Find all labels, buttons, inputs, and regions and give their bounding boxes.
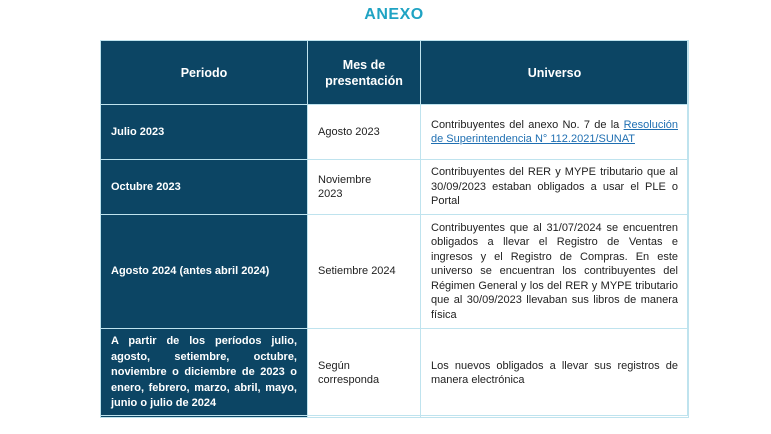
month-cell: Agosto 2023 <box>308 105 421 160</box>
period-cell: Octubre 2023 <box>101 160 308 215</box>
page-title: ANEXO <box>364 6 424 23</box>
table-row <box>101 160 689 215</box>
period-cell: A partir de los períodos julio, agosto, setiembre, octubre, noviembre o diciembre de 2023 o enero, febrero, marzo, abril, mayo, junio o julio de 2024 <box>101 329 308 418</box>
table-header-row <box>101 41 689 105</box>
month-cell <box>308 329 421 418</box>
header-month-line2: presentación <box>325 73 403 88</box>
table-row <box>101 215 689 329</box>
month-cell: Setiembre 2024 <box>308 215 421 329</box>
header-universe: Universo <box>421 41 689 105</box>
table-row <box>101 329 689 418</box>
universe-cell: Contribuyentes que al 31/07/2024 se encuentren obligados a llevar el Registro de Ventas e ingresos y el Registro de Compras. En este universo se encuentran los contribuyentes del Régimen General y los del RER y MYPE tributario que al 30/09/2023 llevaban sus libros de manera física <box>421 215 689 329</box>
month-line2: 2023 <box>318 188 343 200</box>
period-cell: Julio 2023 <box>101 105 308 160</box>
universe-cell <box>421 105 689 160</box>
header-month <box>308 41 421 105</box>
resolution-link[interactable]: Resolución de Superintendencia N° 112.2021/SUNAT <box>431 118 678 145</box>
month-line1: Según <box>318 359 350 372</box>
universe-text: Contribuyentes del anexo No. 7 de la <box>431 118 624 131</box>
month-line2: corresponda <box>318 374 380 386</box>
header-month-line1: Mes de <box>342 57 386 72</box>
universe-cell: Contribuyentes del RER y MYPE tributario que al 30/09/2023 estaban obligados a usar el PLE o Portal <box>421 160 689 215</box>
month-cell <box>308 160 421 215</box>
period-cell: Agosto 2024 (antes abril 2024) <box>101 215 308 329</box>
month-line1: Noviembre <box>318 173 372 186</box>
annex-table <box>100 40 689 418</box>
header-period: Periodo <box>101 41 308 105</box>
universe-cell: Los nuevos obligados a llevar sus registros de manera electrónica <box>421 329 689 418</box>
table-row <box>101 105 689 160</box>
